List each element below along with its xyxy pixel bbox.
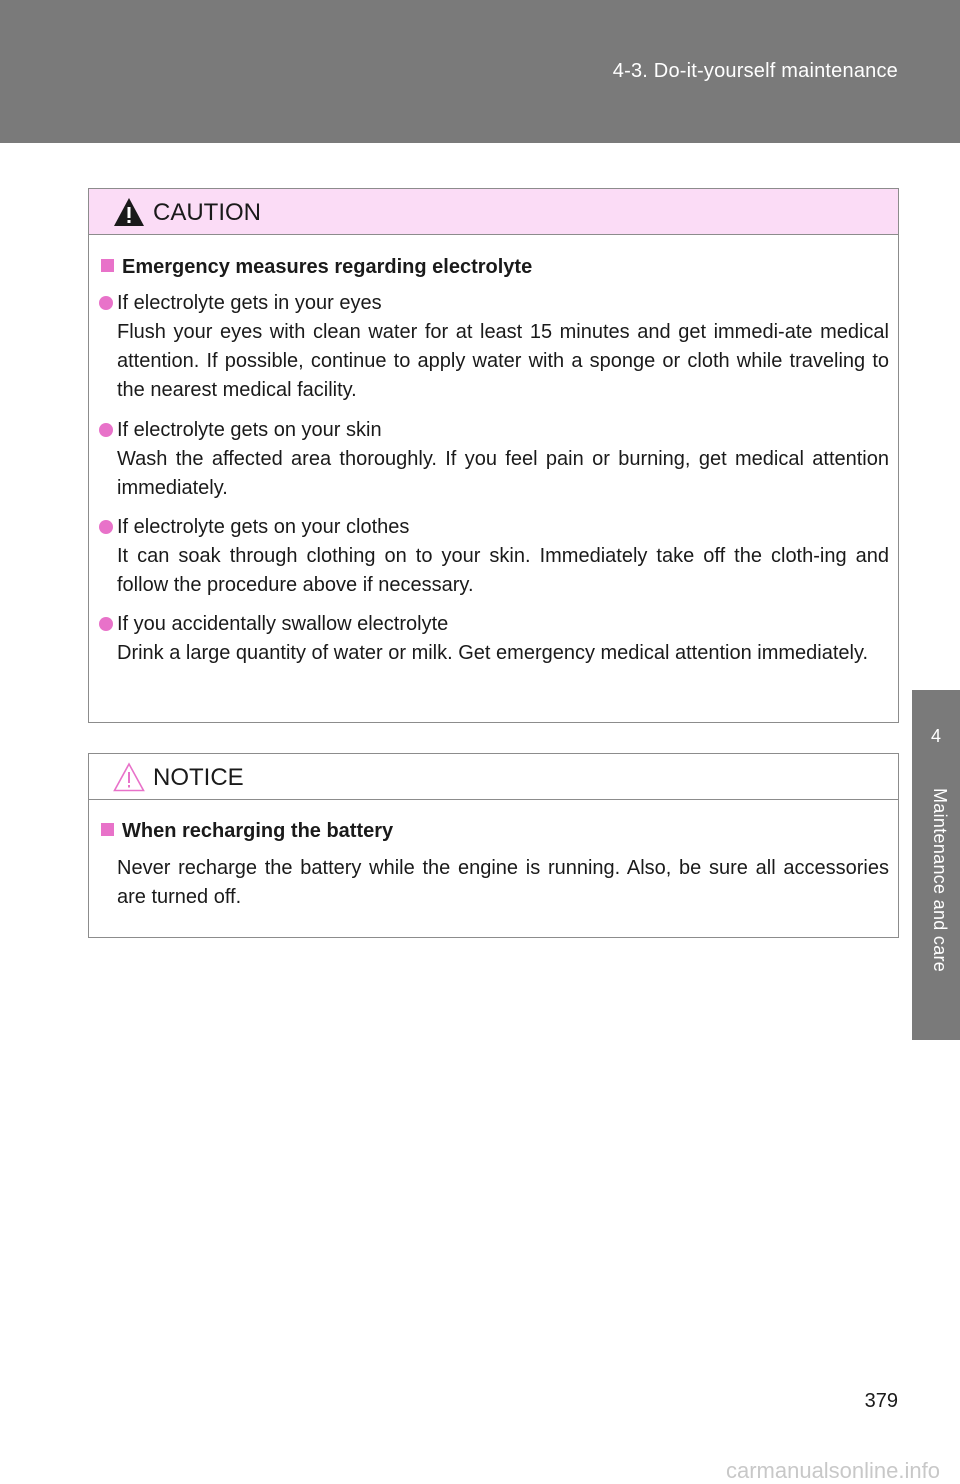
caution-heading-text: Emergency measures regarding electrolyte — [122, 256, 533, 278]
page-number: 379 — [864, 1390, 898, 1412]
notice-header — [89, 754, 898, 800]
item-body: Wash the affected area thoroughly. If you feel pain or burning, get medical attention immediately. — [117, 448, 889, 499]
item-title — [105, 416, 889, 445]
caution-header — [89, 189, 898, 235]
round-bullet-icon — [99, 423, 113, 437]
chapter-side-tab — [912, 690, 960, 1040]
header-band — [0, 0, 960, 143]
warning-triangle-icon — [113, 197, 145, 227]
square-bullet-icon — [101, 823, 114, 836]
notice-heading-text: When recharging the battery — [122, 820, 394, 842]
notice-heading — [101, 820, 393, 843]
list-item — [105, 513, 889, 600]
caution-heading — [101, 256, 532, 279]
section-title: 4-3. Do-it-yourself maintenance — [612, 60, 898, 82]
item-title-text: If electrolyte gets on your clothes — [117, 516, 410, 538]
warning-triangle-outline-icon — [113, 762, 145, 792]
round-bullet-icon — [99, 296, 113, 310]
notice-box — [88, 753, 899, 938]
caution-box — [88, 188, 899, 723]
notice-title: NOTICE — [153, 764, 244, 791]
item-body: Drink a large quantity of water or milk. Get emergency medical attention immediately. — [117, 642, 869, 664]
round-bullet-icon — [99, 520, 113, 534]
item-title-text: If you accidentally swallow electrolyte — [117, 613, 449, 635]
chapter-label: Maintenance and care — [930, 788, 950, 973]
notice-body-block — [105, 854, 889, 912]
item-body: Flush your eyes with clean water for at least 15 minutes and get immedi-ate medical attention. If possible, continue to apply water with a sponge or cloth while traveling to the nearest medical facility. — [117, 321, 889, 401]
notice-body: Never recharge the battery while the engine is running. Also, be sure all accessories are turned off. — [117, 857, 889, 908]
watermark: carmanualsonline.info — [0, 1458, 960, 1484]
item-title — [105, 610, 889, 639]
list-item — [105, 289, 889, 405]
item-title-text: If electrolyte gets on your skin — [117, 419, 382, 441]
item-body: It can soak through clothing on to your skin. Immediately take off the cloth-ing and follow the procedure above if necessary. — [117, 545, 889, 596]
list-item — [105, 610, 889, 668]
item-title-text: If electrolyte gets in your eyes — [117, 292, 382, 314]
item-title — [105, 289, 889, 318]
square-bullet-icon — [101, 259, 114, 272]
item-title — [105, 513, 889, 542]
list-item — [105, 416, 889, 503]
caution-title: CAUTION — [153, 199, 261, 226]
round-bullet-icon — [99, 617, 113, 631]
chapter-number: 4 — [930, 726, 941, 746]
